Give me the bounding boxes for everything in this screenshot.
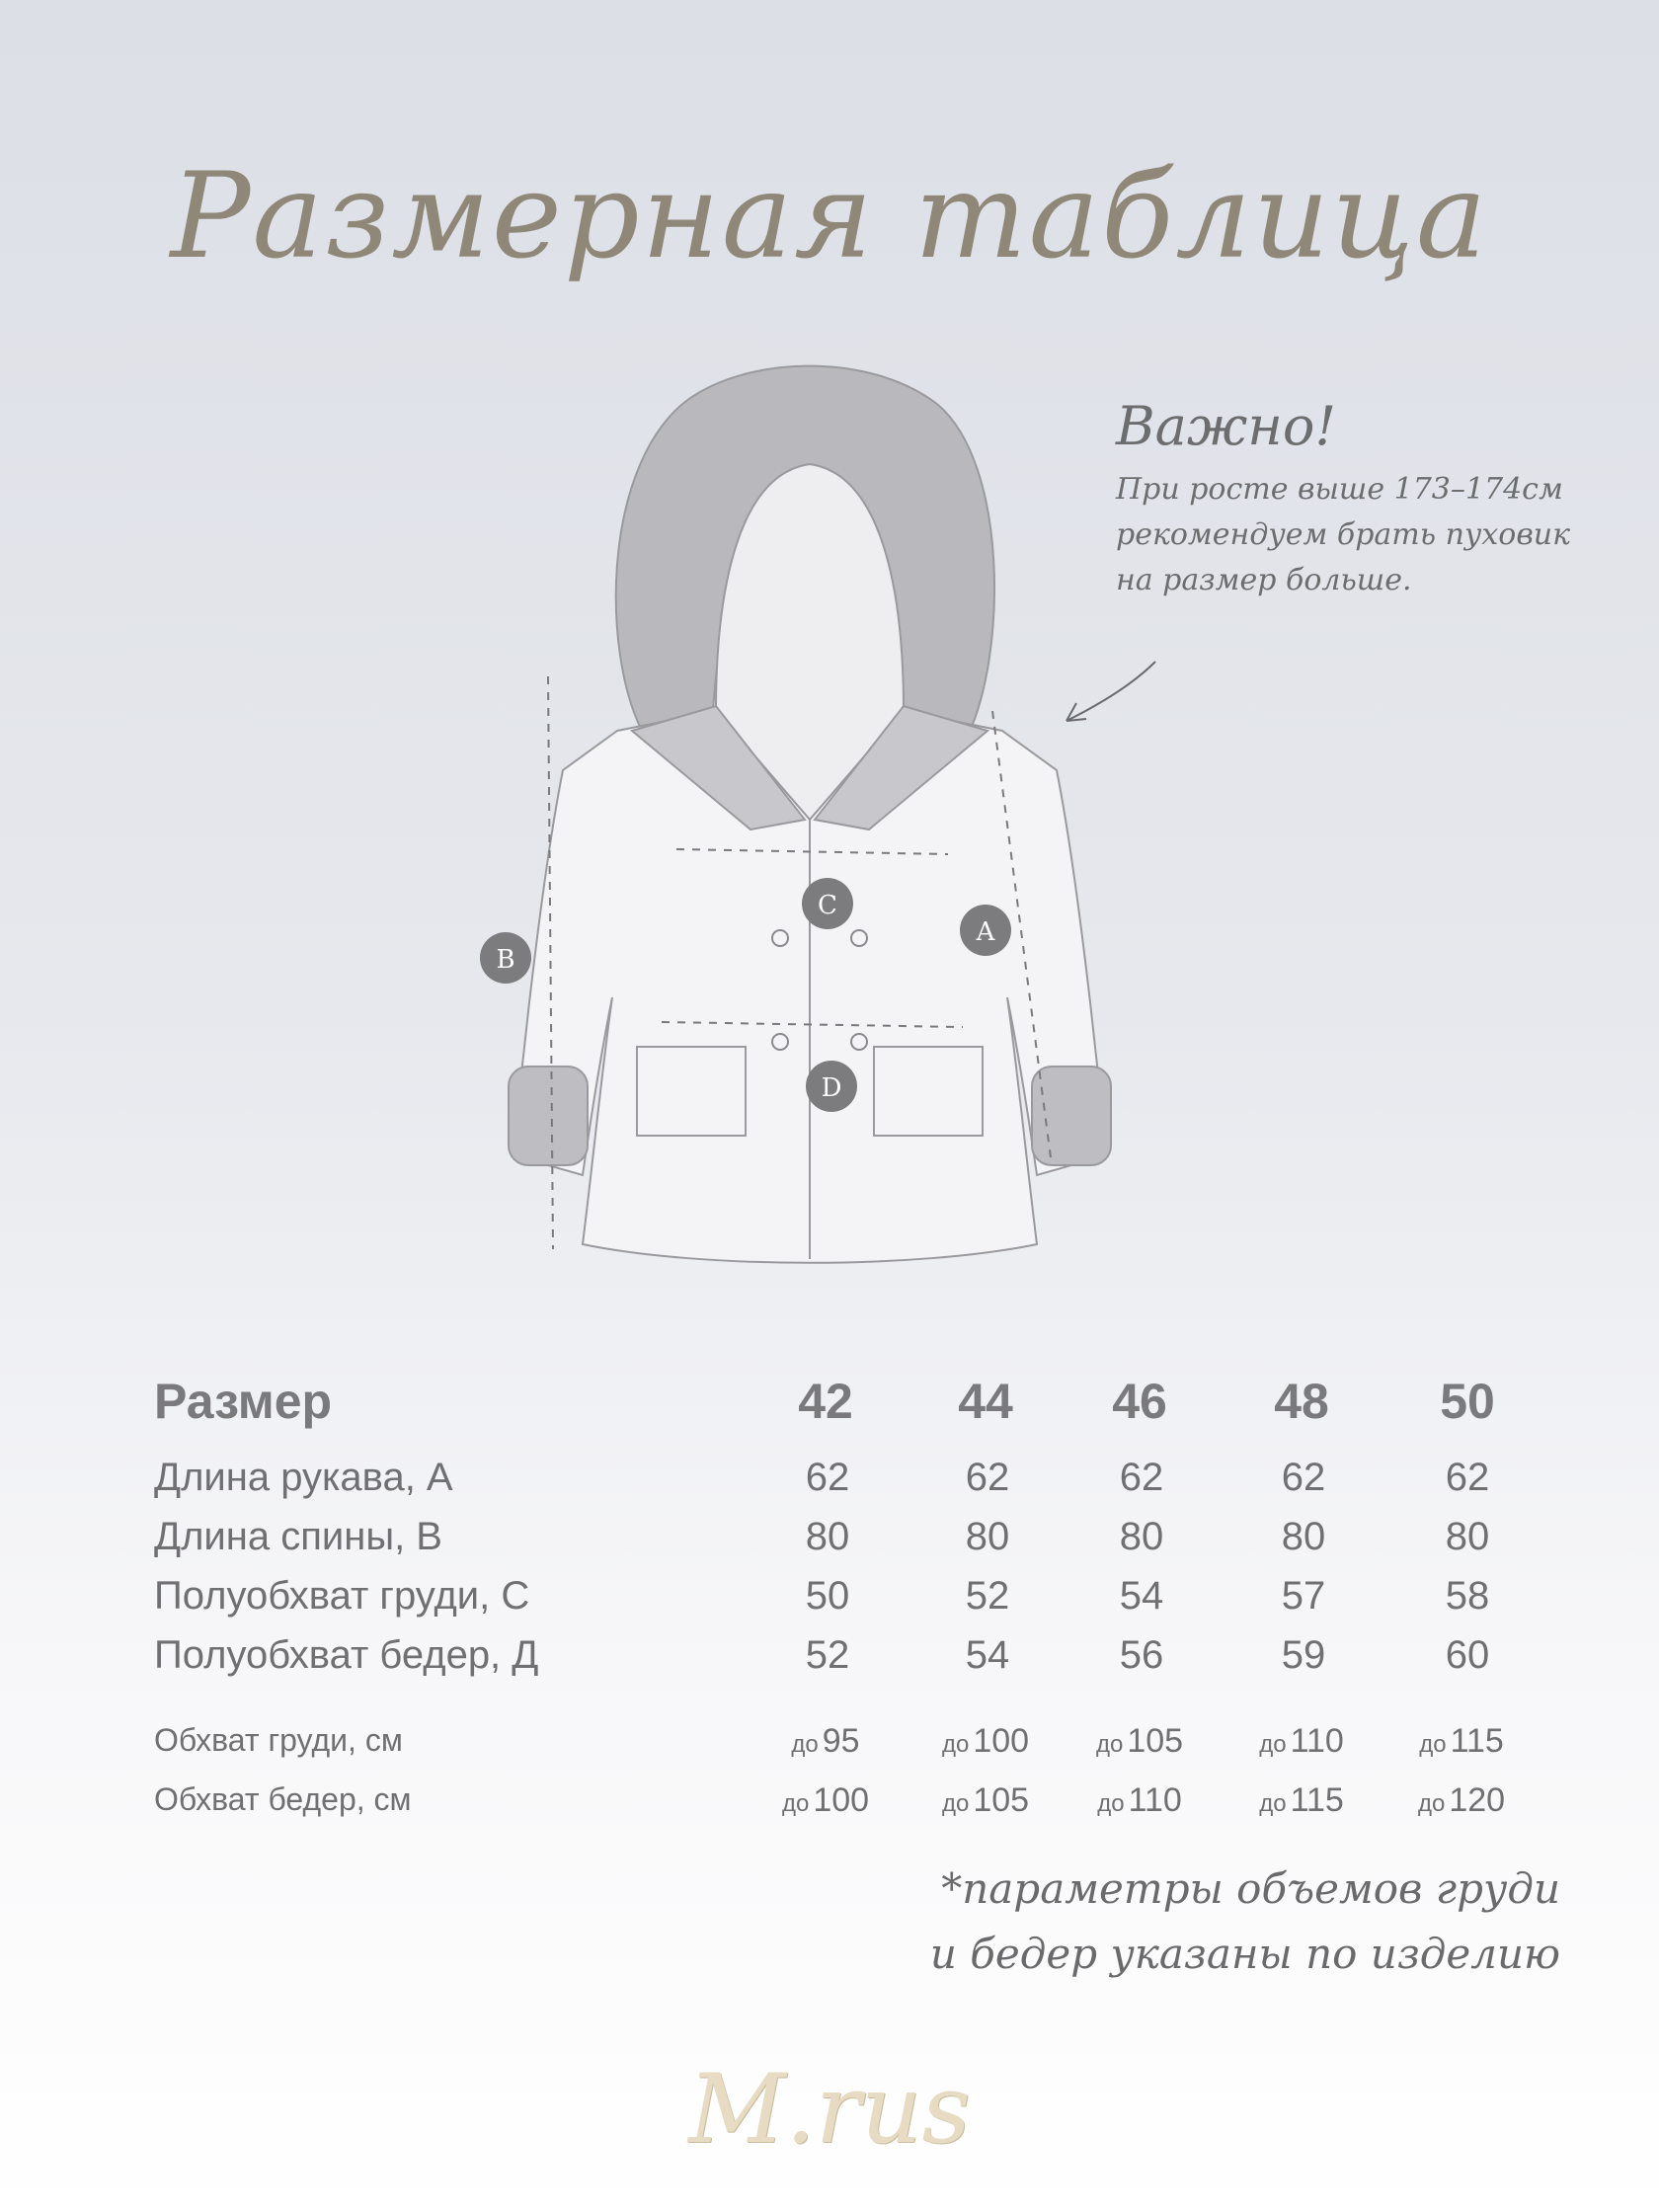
- header-label: Размер: [154, 1374, 333, 1429]
- size-header: 48: [1274, 1374, 1329, 1429]
- value: 105: [1127, 1722, 1184, 1760]
- size-header: 46: [1112, 1374, 1167, 1429]
- marker-a: A: [976, 917, 995, 947]
- note-line: на размер больше.: [1116, 563, 1412, 597]
- table-cell: 54: [1119, 1574, 1164, 1618]
- value: 105: [973, 1781, 1030, 1819]
- table-cell: 62: [1119, 1456, 1164, 1499]
- table-row: [0, 1515, 1659, 1574]
- table-cell: [1382, 1722, 1540, 1761]
- page-title: Размерная таблица: [170, 148, 1489, 285]
- note-line: рекомендуем брать пуховик: [1116, 517, 1571, 552]
- table-cell: [1061, 1781, 1219, 1820]
- brand-logo: M.rus: [688, 2054, 971, 2165]
- prefix: до: [1097, 1790, 1125, 1817]
- marker-b: B: [496, 945, 515, 975]
- value: 110: [1128, 1781, 1182, 1819]
- table-cell: 59: [1281, 1633, 1326, 1677]
- table-cell: [1223, 1722, 1381, 1761]
- table-cell: 80: [1281, 1515, 1326, 1558]
- table-cell: 56: [1119, 1633, 1164, 1677]
- prefix: до: [791, 1731, 819, 1758]
- marker-c: C: [818, 891, 837, 920]
- table-row: [0, 1781, 1659, 1841]
- fur-cuff-right: [1032, 1066, 1111, 1165]
- table-row: [0, 1574, 1659, 1633]
- table-cell: 54: [965, 1633, 1010, 1677]
- table-cell: 52: [805, 1633, 850, 1677]
- note-line: При росте выше 173–174см: [1116, 472, 1563, 507]
- table-cell: 62: [1281, 1456, 1326, 1499]
- table-row: [0, 1456, 1659, 1515]
- table-cell: 60: [1445, 1633, 1490, 1677]
- row-label: Полуобхват груди, С: [154, 1574, 530, 1618]
- table-cell: 58: [1445, 1574, 1490, 1618]
- size-header: 42: [798, 1374, 853, 1429]
- table-cell: 62: [805, 1456, 850, 1499]
- prefix: до: [1259, 1731, 1287, 1758]
- value: 120: [1449, 1781, 1506, 1819]
- value: 115: [1290, 1781, 1344, 1819]
- table-cell: [907, 1722, 1065, 1761]
- table-cell: [1382, 1781, 1540, 1820]
- table-cell: [747, 1722, 905, 1761]
- table-row: [0, 1633, 1659, 1693]
- value: 100: [813, 1781, 870, 1819]
- row-label: Длина спины, В: [154, 1515, 442, 1558]
- table-cell: 80: [965, 1515, 1010, 1558]
- prefix: до: [1259, 1790, 1287, 1817]
- table-cell: 80: [1119, 1515, 1164, 1558]
- table-cell: 62: [1445, 1456, 1490, 1499]
- row-label: Полуобхват бедер, Д: [154, 1633, 539, 1677]
- prefix: до: [1095, 1731, 1124, 1758]
- prefix: до: [1419, 1731, 1447, 1758]
- value: 115: [1450, 1722, 1504, 1760]
- table-header-row: [0, 1373, 1659, 1432]
- table-cell: 57: [1281, 1574, 1326, 1618]
- row-label: Обхват груди, см: [154, 1722, 403, 1758]
- value: 110: [1290, 1722, 1344, 1760]
- row-label: Длина рукава, А: [154, 1456, 453, 1499]
- size-header: 44: [958, 1374, 1013, 1429]
- size-header: 50: [1440, 1374, 1495, 1429]
- table-cell: 62: [965, 1456, 1010, 1499]
- table-cell: [907, 1781, 1065, 1820]
- important-note: [1116, 395, 1629, 603]
- table-cell: 52: [965, 1574, 1010, 1618]
- value: 95: [822, 1722, 860, 1760]
- note-heading: Важно!: [1116, 395, 1337, 457]
- table-cell: 80: [805, 1515, 850, 1558]
- fur-cuff-left: [509, 1066, 588, 1165]
- marker-d: D: [821, 1073, 842, 1103]
- table-cell: 50: [805, 1574, 850, 1618]
- prefix: до: [941, 1731, 970, 1758]
- footnote-line: *параметры объемов груди: [941, 1864, 1560, 1913]
- arrow-icon: [1057, 652, 1165, 731]
- row-label: Обхват бедер, см: [154, 1781, 412, 1817]
- coat-illustration: [454, 356, 1165, 1294]
- table-row: [0, 1722, 1659, 1781]
- prefix: до: [1417, 1790, 1446, 1817]
- prefix: до: [941, 1790, 970, 1817]
- footnote: [889, 1856, 1560, 1987]
- table-cell: [1061, 1722, 1219, 1761]
- table-cell: 80: [1445, 1515, 1490, 1558]
- table-cell: [747, 1781, 905, 1820]
- footnote-line: и бедер указаны по изделию: [929, 1930, 1560, 1978]
- table-cell: [1223, 1781, 1381, 1820]
- value: 100: [973, 1722, 1030, 1760]
- prefix: до: [781, 1790, 810, 1817]
